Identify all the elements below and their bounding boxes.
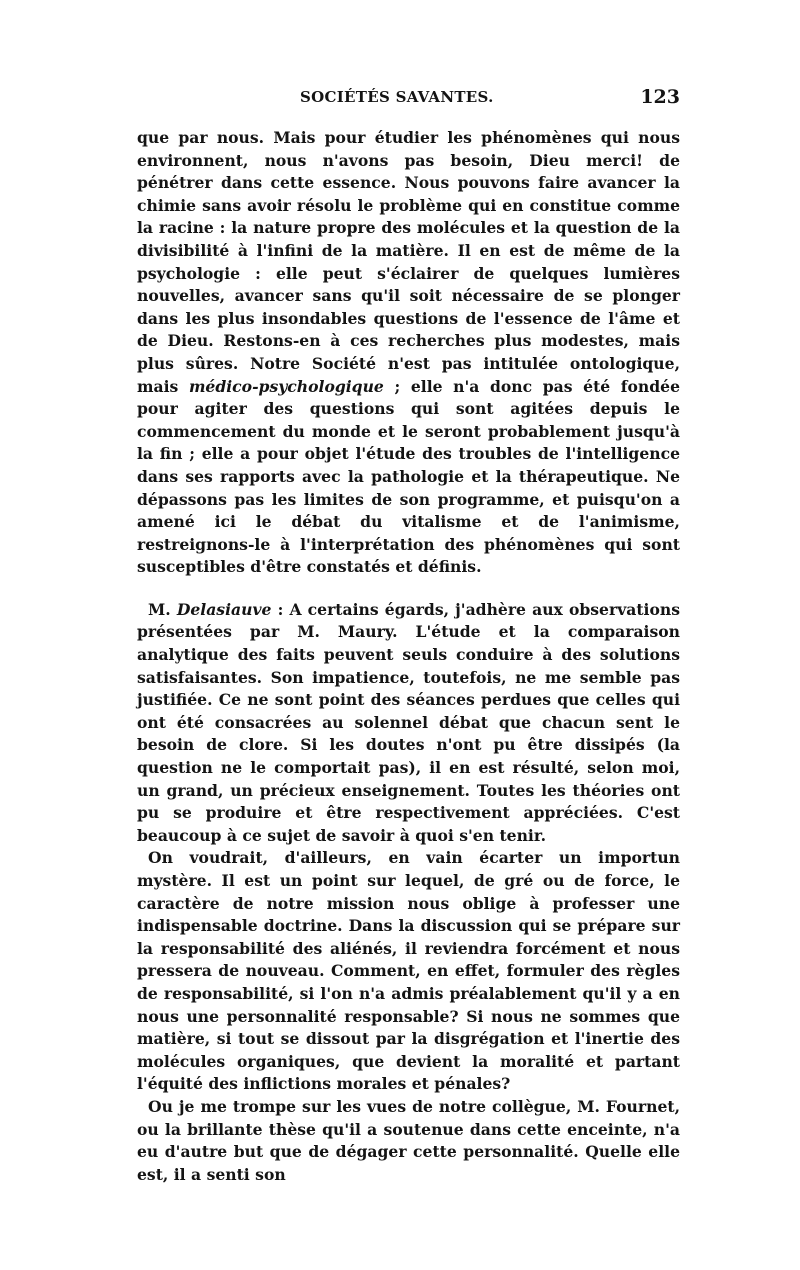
running-title: SOCIÉTÉS SAVANTES. <box>300 88 494 106</box>
paragraph-text: que par nous. Mais pour étudier les phénomènes qui nous environnent, nous n'avons pas besoin, Dieu merci! de pénétrer dans cette essence. Nous pouvons faire avancer la chimie sans avoir résolu le problème qui en constitue comme la racine : la nature propre des molécules et la question de la divisibilité à l'infini de la matière. Il en est de même de la psychologie : elle peut s'éclairer de quelques lumières nouvelles, avancer sans qu'il soit nécessaire de se plonger dans les plus insondables questions de l'essence de l'âme et de Dieu. Restons-en à ces recherches plus modestes, mais plus sûres. Notre Société n'est pas intitulée ontologique, mais <box>137 128 680 396</box>
speaker-name: Delasiauve <box>176 599 272 619</box>
paragraph-continuation <box>137 127 680 579</box>
paragraph-text: ; elle n'a donc pas été fondée pour agiter des questions qui sont agitées depuis le commencement du monde et le seront probablement jusqu'à la fin ; elle a pour objet l'étude des troubles de l'intelligence dans ses rapports avec la pathologie et la thérapeutique. Ne dépassons pas les limites de son programme, et puisqu'on a amené ici le débat du vitalisme et de l'animisme, restreignons-le à l'interprétation des phénomènes qui sont susceptibles d'être constatés et définis. <box>137 376 680 577</box>
paragraph-delasiauve <box>137 599 680 848</box>
body-text <box>137 127 680 1186</box>
paragraph-fournet: Ou je me trompe sur les vues de notre collègue, M. Fournet, ou la brillante thèse qu'il a soutenue dans cette enceinte, n'a eu d'autre but que de dégager cette personnalité. Quelle elle est, il a senti son <box>137 1096 680 1184</box>
paragraph-text: : A certains égards, j'adhère aux observations présentées par M. Maury. L'étude et la comparaison analytique des faits peuvent seuls conduire à des solutions satisfaisantes. Son impatience, toutefois, ne me semble pas justifiée. Ce ne sont point des séances perdues que celles qui ont été consacrées au solennel débat que chacun sent le besoin de clore. Si les doutes n'ont pu être dissipés (la question ne le comportait pas), il en est résulté, selon moi, un grand, un précieux enseignement. Toutes les théories ont pu se produire et être respectivement appréciées. C'est beaucoup à ce sujet de savoir à quoi s'en tenir. <box>137 599 680 845</box>
speaker-prefix: M. <box>148 599 177 619</box>
paragraph-mystery: On voudrait, d'ailleurs, en vain écarter un importun mystère. Il est un point sur lequel, de gré ou de force, le caractère de notre mission nous oblige à professer une indispensable doctrine. Dans la discussion qui se prépare sur la responsabilité des aliénés, il reviendra forcément et nous pressera de nouveau. Comment, en effet, formuler des règles de responsabilité, si l'on n'a admis préalablement qu'il y a en nous une personnalité responsable? Si nous ne sommes que matière, si tout se dissout par la disgrégation et l'inertie des molécules organiques, que devient la moralité et partant l'équité des inflictions morales et pénales? <box>137 848 680 1094</box>
running-head <box>300 88 680 114</box>
paragraph-gap <box>137 579 680 599</box>
emphasized-term: médico-psychologique <box>188 376 384 396</box>
page-number: 123 <box>640 86 680 108</box>
